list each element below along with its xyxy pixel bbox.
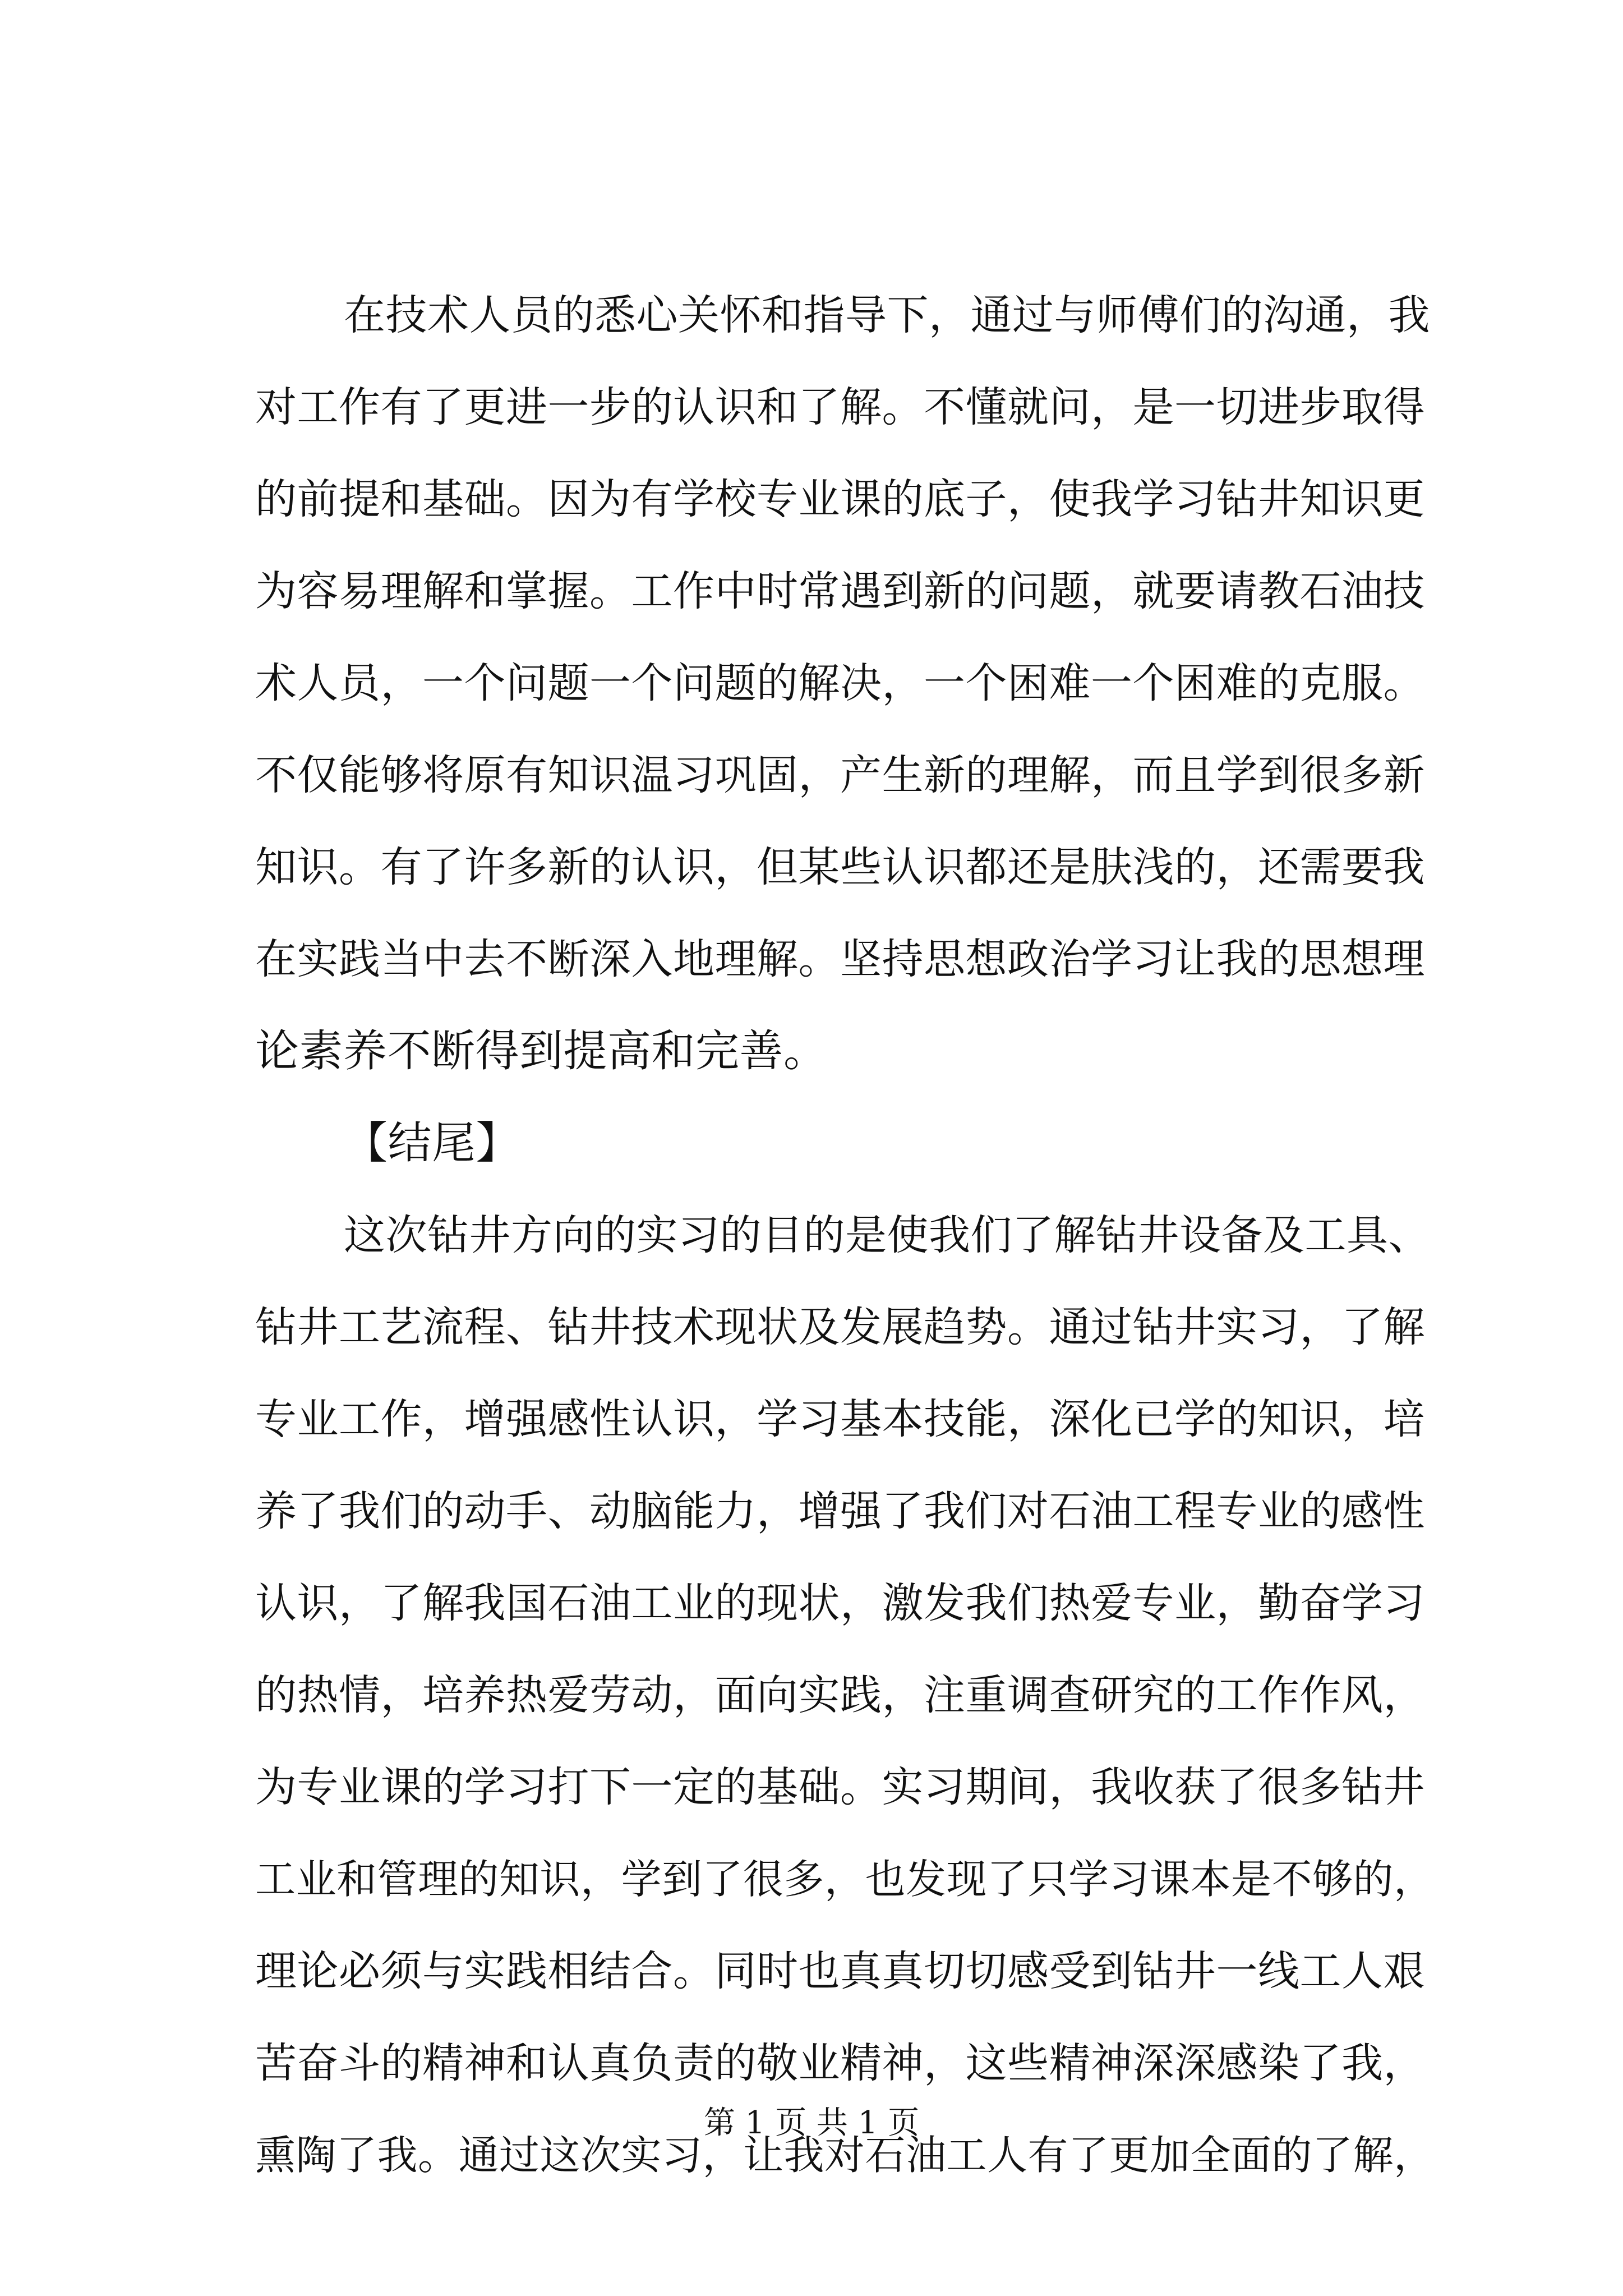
text-line: 苦奋斗的精神和认真负责的敬业精神，这些精神深深感染了我， [255, 2039, 1425, 2087]
text-line: 不仅能够将原有知识温习巩固，产生新的理解，而且学到很多新 [255, 751, 1425, 799]
text-line: 【结尾】 [344, 1118, 520, 1168]
text-line: 为容易理解和掌握。工作中时常遇到新的问题，就要请教石油技 [255, 567, 1425, 615]
text-line: 这次钻井方向的实习的目的是使我们了解钻井设备及工具、 [344, 1211, 1430, 1259]
text-line: 在实践当中去不断深入地理解。坚持思想政治学习让我的思想理 [255, 935, 1425, 983]
text-line: 钻井工艺流程、钻井技术现状及发展趋势。通过钻井实习，了解 [255, 1303, 1425, 1351]
text-line: 熏陶了我。通过这次实习，让我对石油工人有了更加全面的了解， [255, 2132, 1435, 2179]
text-line: 认识，了解我国石油工业的现状，激发我们热爱专业，勤奋学习 [255, 1579, 1425, 1627]
text-line: 论素养不断得到提高和完善。 [255, 1026, 828, 1076]
text-line: 的前提和基础。因为有学校专业课的底子，使我学习钻井知识更 [255, 475, 1425, 523]
text-line: 的热情，培养热爱劳动，面向实践，注重调查研究的工作作风， [255, 1671, 1425, 1719]
text-line: 在技术人员的悉心关怀和指导下，通过与师傅们的沟通，我 [344, 291, 1430, 339]
text-line: 知识。有了许多新的认识，但某些认识都还是肤浅的，还需要我 [255, 843, 1425, 891]
text-line: 理论必须与实践相结合。同时也真真切切感受到钻井一线工人艰 [255, 1947, 1425, 1995]
document-body [255, 269, 1438, 2201]
text-line: 工业和管理的知识，学到了很多，也发现了只学习课本是不够的， [255, 1856, 1435, 1903]
text-line: 养了我们的动手、动脑能力，增强了我们对石油工程专业的感性 [255, 1487, 1425, 1535]
text-line: 术人员，一个问题一个问题的解决，一个困难一个困难的克服。 [255, 659, 1425, 707]
text-line: 为专业课的学习打下一定的基础。实习期间，我收获了很多钻井 [255, 1763, 1425, 1811]
text-line: 专业工作，增强感性认识，学习基本技能，深化已学的知识，培 [255, 1395, 1425, 1443]
text-line: 对工作有了更进一步的认识和了解。不懂就问，是一切进步取得 [255, 383, 1425, 431]
page-footer: 第 1 页 共 1 页 [703, 2105, 920, 2141]
